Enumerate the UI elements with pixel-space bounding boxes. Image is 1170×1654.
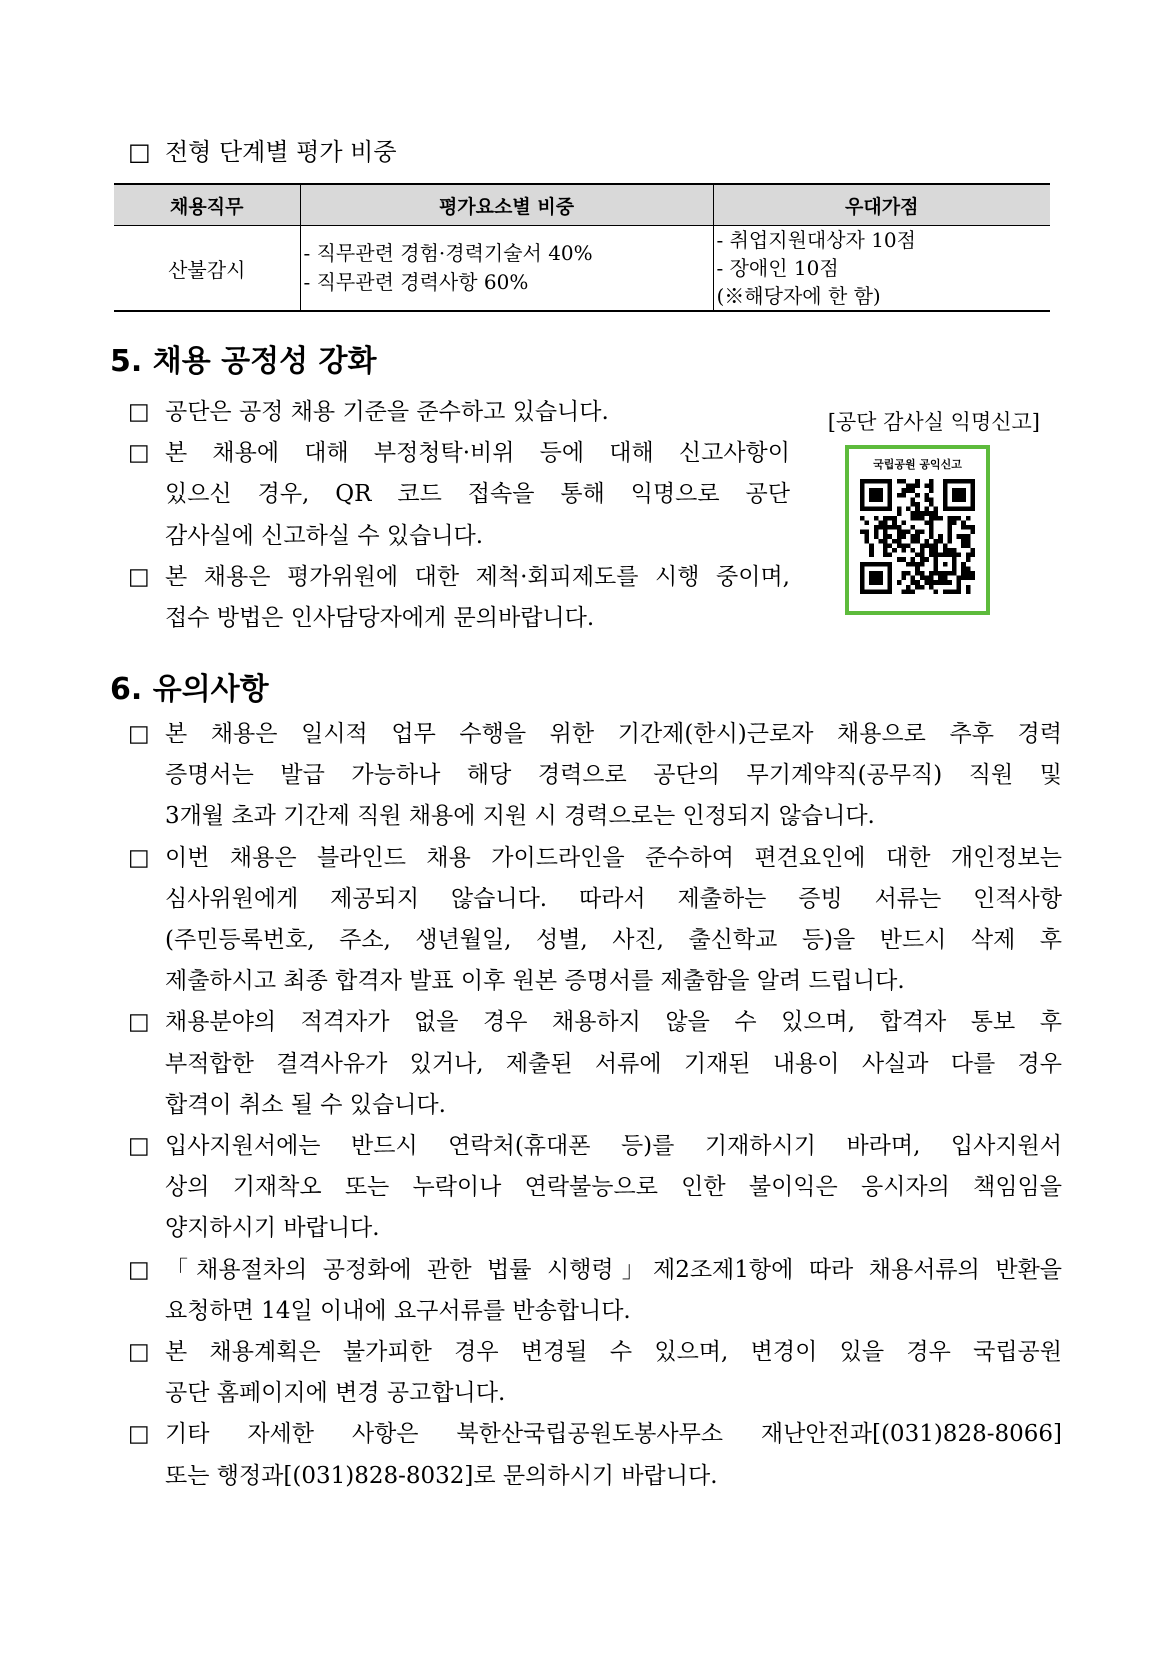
header-weights: 평가요소별 비중 — [300, 184, 713, 226]
notice-item — [128, 714, 1062, 838]
notice-text — [165, 1250, 1062, 1332]
notice-line: 요청하면 14일 이내에 요구서류를 반송합니다. — [165, 1297, 631, 1324]
header-bonus: 우대가점 — [713, 184, 1050, 226]
bullet-marker: □ — [128, 844, 150, 871]
notice-line: 본 채용은 평가위원에 대한 제척·회피제도를 시행 중이며, — [165, 563, 790, 590]
notice-line: 이번 채용은 블라인드 채용 가이드라인을 준수하여 편견요인에 대한 개인정보는 — [165, 844, 1062, 871]
notice-text — [165, 1332, 1062, 1414]
notice-line: 양지하시기 바랍니다. — [165, 1215, 380, 1242]
notice-text — [165, 557, 790, 639]
notice-line: 제출하시고 최종 합격자 발표 이후 원본 증명서를 제출함을 알려 드립니다. — [165, 968, 905, 995]
notice-line: 「채용절차의 공정화에 관한 법률 시행령」제2조제1항에 따라 채용서류의 반환을 — [165, 1256, 1062, 1283]
section-5-list — [128, 392, 790, 639]
job-cell: 산불감시 — [114, 226, 300, 312]
table-body — [114, 226, 1050, 312]
notice-line: 심사위원에게 제공되지 않습니다. 따라서 제출하는 증빙 서류는 인적사항 — [165, 885, 1062, 912]
notice-text — [165, 1414, 1062, 1496]
table-head — [114, 184, 1050, 226]
notice-line: 공단 홈페이지에 변경 공고합니다. — [165, 1380, 506, 1407]
bonus-item: (※해당자에 한 함) — [716, 284, 881, 308]
notice-item — [128, 1002, 1062, 1126]
evaluation-heading — [128, 131, 397, 173]
qr-code — [860, 479, 975, 594]
weight-item: - 직무관련 경력사항 60% — [303, 270, 529, 294]
qr-code-panel — [845, 445, 990, 615]
bullet-marker: □ — [128, 138, 151, 166]
notice-text — [165, 1126, 1062, 1250]
weights-cell — [300, 226, 713, 312]
bonus-item: - 취업지원대상자 10점 — [716, 228, 916, 252]
notice-text — [165, 392, 790, 433]
notice-text — [165, 714, 1062, 838]
notice-line: 채용분야의 적격자가 없을 경우 채용하지 않을 수 있으며, 합격자 통보 후 — [165, 1009, 1062, 1036]
bonus-item: - 장애인 10점 — [716, 256, 839, 280]
notice-item — [128, 1332, 1062, 1414]
table-header-row — [114, 184, 1050, 226]
table-row — [114, 226, 1050, 312]
notice-item — [128, 838, 1062, 1003]
bullet-marker: □ — [128, 1256, 150, 1283]
notice-text — [165, 838, 1062, 1003]
weight-item: - 직무관련 경험·경력기술서 40% — [303, 241, 593, 265]
notice-item — [128, 557, 790, 639]
section-5-heading: 5. 채용 공정성 강화 — [110, 344, 377, 379]
notice-line: 증명서는 발급 가능하나 해당 경력으로 공단의 무기계약직(공무직) 직원 및 — [165, 762, 1062, 789]
notice-text — [165, 1002, 1062, 1126]
header-job: 채용직무 — [114, 184, 300, 226]
bullet-marker: □ — [128, 1339, 150, 1366]
bullet-marker: □ — [128, 1133, 150, 1160]
notice-item — [128, 1250, 1062, 1332]
section-6-heading: 6. 유의사항 — [110, 672, 269, 707]
evaluation-weight-table — [114, 183, 1050, 312]
bullet-marker: □ — [128, 399, 150, 425]
notice-item — [128, 1414, 1062, 1496]
evaluation-heading-text: 전형 단계별 평가 비중 — [165, 138, 397, 166]
notice-item — [128, 392, 790, 433]
notice-item — [128, 1126, 1062, 1250]
bullet-marker: □ — [128, 1009, 150, 1036]
notice-line: 있으신 경우, QR 코드 접속을 통해 익명으로 공단 — [165, 481, 790, 508]
notice-line: 본 채용계획은 불가피한 경우 변경될 수 있으며, 변경이 있을 경우 국립공원 — [165, 1339, 1062, 1366]
notice-line: 3개월 초과 기간제 직원 채용에 지원 시 경력으로는 인정되지 않습니다. — [165, 803, 875, 830]
qr-label: 국립공원 공익신고 — [873, 458, 962, 471]
notice-line: 부적합한 결격사유가 있거나, 제출된 서류에 기재된 내용이 사실과 다를 경우 — [165, 1050, 1062, 1077]
notice-line: 공단은 공정 채용 기준을 준수하고 있습니다. — [165, 399, 609, 425]
notice-line: 또는 행정과[(031)828-8032]로 문의하시기 바랍니다. — [165, 1462, 718, 1489]
notice-item — [128, 433, 790, 557]
notice-line: 기타 자세한 사항은 북한산국립공원도봉사무소 재난안전과[(031)828-8066] — [165, 1421, 1062, 1448]
notice-line: 입사지원서에는 반드시 연락처(휴대폰 등)를 기재하시기 바라며, 입사지원서 — [165, 1133, 1062, 1160]
notice-line: 본 채용에 대해 부정청탁·비위 등에 대해 신고사항이 — [165, 440, 790, 467]
bullet-marker: □ — [128, 1421, 150, 1448]
bullet-marker: □ — [128, 440, 150, 467]
notice-line: 본 채용은 일시적 업무 수행을 위한 기간제(한시)근로자 채용으로 추후 경력 — [165, 721, 1062, 747]
notice-line: 감사실에 신고하실 수 있습니다. — [165, 522, 484, 549]
notice-line: (주민등록번호, 주소, 생년월일, 성별, 사진, 출신학교 등)을 반드시 삭제 후 — [165, 927, 1062, 954]
bullet-marker: □ — [128, 721, 150, 747]
bullet-marker: □ — [128, 563, 150, 590]
qr-caption: [공단 감사실 익명신고] — [827, 410, 1040, 434]
notice-line: 상의 기재착오 또는 누락이나 연락불능으로 인한 불이익은 응시자의 책임임을 — [165, 1174, 1062, 1201]
section-6-list — [128, 714, 1062, 1497]
bonus-cell — [713, 226, 1050, 312]
notice-line: 접수 방법은 인사담당자에게 문의바랍니다. — [165, 605, 595, 632]
notice-line: 합격이 취소 될 수 있습니다. — [165, 1091, 446, 1118]
notice-text — [165, 433, 790, 557]
